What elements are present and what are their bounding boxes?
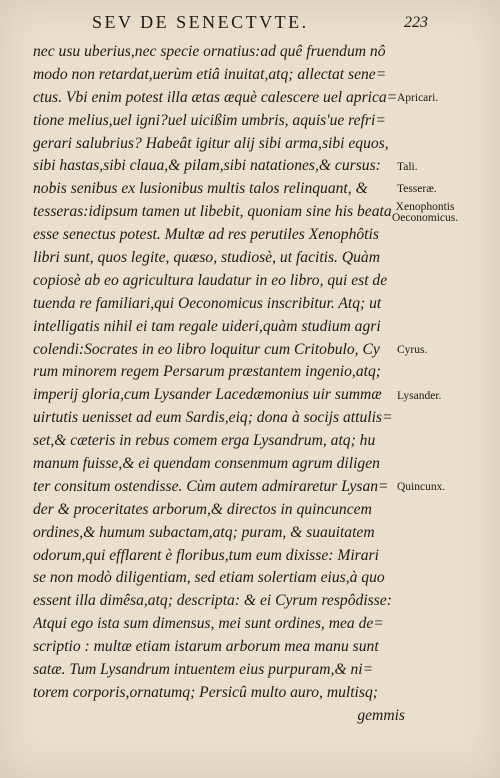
text-line: colendi:Socrates in eo libro loquitur cum Critobulo, Cy <box>33 340 380 358</box>
text-line: nec usu uberius,nec specie ornatius:ad quê fruendum nô <box>33 43 386 60</box>
text-line: intelligatis nihil ei tam regale uideri,quàm studium agri <box>33 317 381 335</box>
running-head <box>0 12 500 36</box>
margin-note <box>397 391 441 402</box>
margin-note-text: Apricari. <box>397 91 439 104</box>
text-line: essent illa dimêsa,atq; descripta: & ei Cyrum respôdisse: <box>33 592 392 610</box>
text-line: tione melius,uel igni?uel uicißim umbris, aquis'ue refri= <box>33 111 386 129</box>
text-line: se non modò diligentiam, sed etiam solertiam eius,à quo <box>33 569 385 587</box>
text-line: tesseras:idipsum tamen ut libebit, quoniam sine his beata <box>33 203 392 221</box>
margin-note <box>397 482 445 493</box>
text-line: modo non retardat,uerùm etiâ inuitat,atq; allectat sene= <box>33 65 387 83</box>
margin-note <box>397 162 418 173</box>
text-line: odorum,qui efflarent è floribus,tum eum dixisse: Mirari <box>33 546 379 564</box>
text-line: nobis senibus ex lusionibus multis talos relinquant, & <box>33 180 368 198</box>
margin-notes <box>0 41 500 741</box>
text-line: sibi hastas,sibi claua,& pilam,sibi natationes,& cursus: <box>33 157 381 175</box>
text-line: ordines,& humum subactam,atq; puram, & suauitatem <box>33 523 375 541</box>
margin-note <box>392 202 458 224</box>
text-line: rum minorem regem Persarum præstantem ingenio,atq; <box>33 363 381 381</box>
text-line: uirtutis uenisset ad eum Sardis,eiq; dona à socijs attulis= <box>33 409 393 427</box>
text-line: Atqui ego ista sum dimensus, mei sunt ordines, mea de= <box>33 615 384 633</box>
text-line: torem corporis,ornatumq; Persicû multo auro, multisq; <box>33 683 378 701</box>
text-line: gemmis <box>357 706 405 724</box>
text-line: tuenda re familiari,qui Oeconomicus inscribitur. Atq; ut <box>33 294 382 312</box>
text-line: esse senectus potest. Multæ ad res perutiles Xenophôtis <box>33 226 379 244</box>
text-line: gerari salubrius? Habeât igitur alij sibi arma,sibi equos, <box>33 134 389 152</box>
page-number: 223 <box>404 14 428 31</box>
margin-note <box>397 93 438 104</box>
margin-note-text: Quincunx. <box>397 481 446 494</box>
margin-note-text: Cyrus. <box>397 343 428 356</box>
running-title: SEV DE SENECTVTE. <box>92 12 309 32</box>
margin-note-text: Tali. <box>397 160 418 173</box>
text-line: libri sunt, quos legite, quæso, studiosè, ut facitis. Quàm <box>33 249 380 267</box>
text-line: set,& cæteris in rebus comem erga Lysandrum, atq; hu <box>33 432 376 450</box>
text-line: ter consitum ostendisse. Cùm autem admiraretur Lysan= <box>33 477 389 495</box>
text-line: der & proceritates arborum,& directos in quincuncem <box>33 500 372 518</box>
margin-note-text: Xenophontis <box>395 201 455 214</box>
margin-note-text: Tesseræ. <box>397 183 437 196</box>
margin-note-text: Oeconomicus. <box>392 212 459 225</box>
margin-note <box>397 184 437 195</box>
text-line: imperij gloria,cum Lysander Lacedæmonius uir summæ <box>33 386 382 404</box>
margin-note <box>397 345 427 356</box>
text-line: ctus. Vbi enim potest illa ætas æquè calescere uel aprica= <box>33 88 398 106</box>
text-line: satæ. Tum Lysandrum intuentem eius purpuram,& ni= <box>33 661 374 679</box>
text-line: copiosè ab eo agricultura laudatur in eo libro, qui est de <box>33 271 388 289</box>
text-line: manum fuisse,& ei quendam consептum agrum diligen <box>33 455 380 473</box>
text-line: scriptio : multæ etiam istarum arborum mea manu sunt <box>33 638 379 656</box>
margin-note-text: Lysander. <box>397 389 442 402</box>
